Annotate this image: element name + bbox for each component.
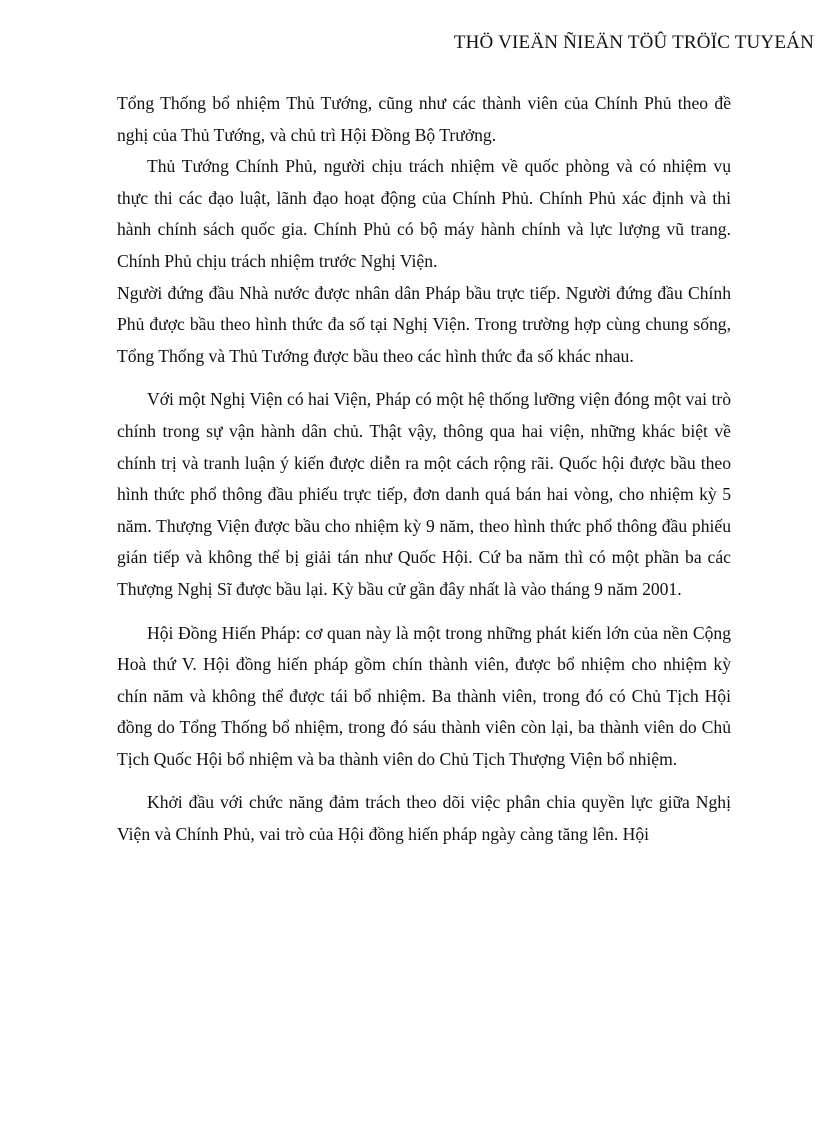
paragraph-4: Với một Nghị Viện có hai Viện, Pháp có một hệ thống lưỡng viện đóng một vai trò chính trong sự vận hành dân chủ. Thật vậy, thông qua hai viện, những khác biệt về chính trị và tranh luận ý kiến được diễn ra một cách rộng rãi. Quốc hội được bầu theo hình thức phổ thông đầu phiếu trực tiếp, đơn danh quá bán hai vòng, cho nhiệm kỳ 5 năm. Thượng Viện được bầu cho nhiệm kỳ 9 năm, theo hình thức phổ thông đầu phiếu gián tiếp và không thể bị giải tán như Quốc Hội. Cứ ba năm thì có một phần ba các Thượng Nghị Sĩ được bầu lại. Kỳ bầu cử gần đây nhất là vào tháng 9 năm 2001. xyxy=(117,389,731,599)
paragraph-3: Người đứng đầu Nhà nước được nhân dân Pháp bầu trực tiếp. Người đứng đầu Chính Phủ được bầu theo hình thức đa số tại Nghị Viện. Trong trường hợp cùng chung sống, Tổng Thống và Thủ Tướng được bầu theo các hình thức đa số khác nhau. xyxy=(117,282,731,366)
paragraph-1: Tổng Thống bổ nhiệm Thủ Tướng, cũng như các thành viên của Chính Phủ theo đề nghị của Thủ Tướng, và chủ trì Hội Đồng Bộ Trưởng. xyxy=(117,93,731,145)
paragraph-2: Thủ Tướng Chính Phủ, người chịu trách nhiệm về quốc phòng và có nhiệm vụ thực thi các đạo luật, lãnh đạo hoạt động của Chính Phủ. Chính Phủ xác định và thi hành chính sách quốc gia. Chính Phủ có bộ máy hành chính và lực lượng vũ trang. Chính Phủ chịu trách nhiệm trước Nghị Viện. xyxy=(117,156,731,271)
paragraph-6: Khởi đầu với chức năng đảm trách theo dõi việc phân chia quyền lực giữa Nghị Viện và Chính Phủ, vai trò của Hội đồng hiến pháp ngày càng tăng lên. Hội xyxy=(117,792,731,845)
page-header: THÖ VIEÄN ÑIEÄN TÖÛ TRÖÏC TUYEÁN xyxy=(453,32,814,53)
paragraph-5: Hội Đồng Hiến Pháp: cơ quan này là một trong những phát kiến lớn của nền Cộng Hoà thứ V. Hội đồng hiến pháp gồm chín thành viên, được bổ nhiệm cho nhiệm kỳ chín năm và không thể được tái bổ nhiệm. Ba thành viên, trong đó có Chủ Tịch Hội đồng do Tổng Thống bổ nhiệm, trong đó sáu thành viên còn lại, ba thành viên do Chủ Tịch Quốc Hội bổ nhiệm và ba thành viên do Chủ Tịch Thượng Viện bổ nhiệm. xyxy=(117,622,731,769)
body-text xyxy=(117,88,731,851)
